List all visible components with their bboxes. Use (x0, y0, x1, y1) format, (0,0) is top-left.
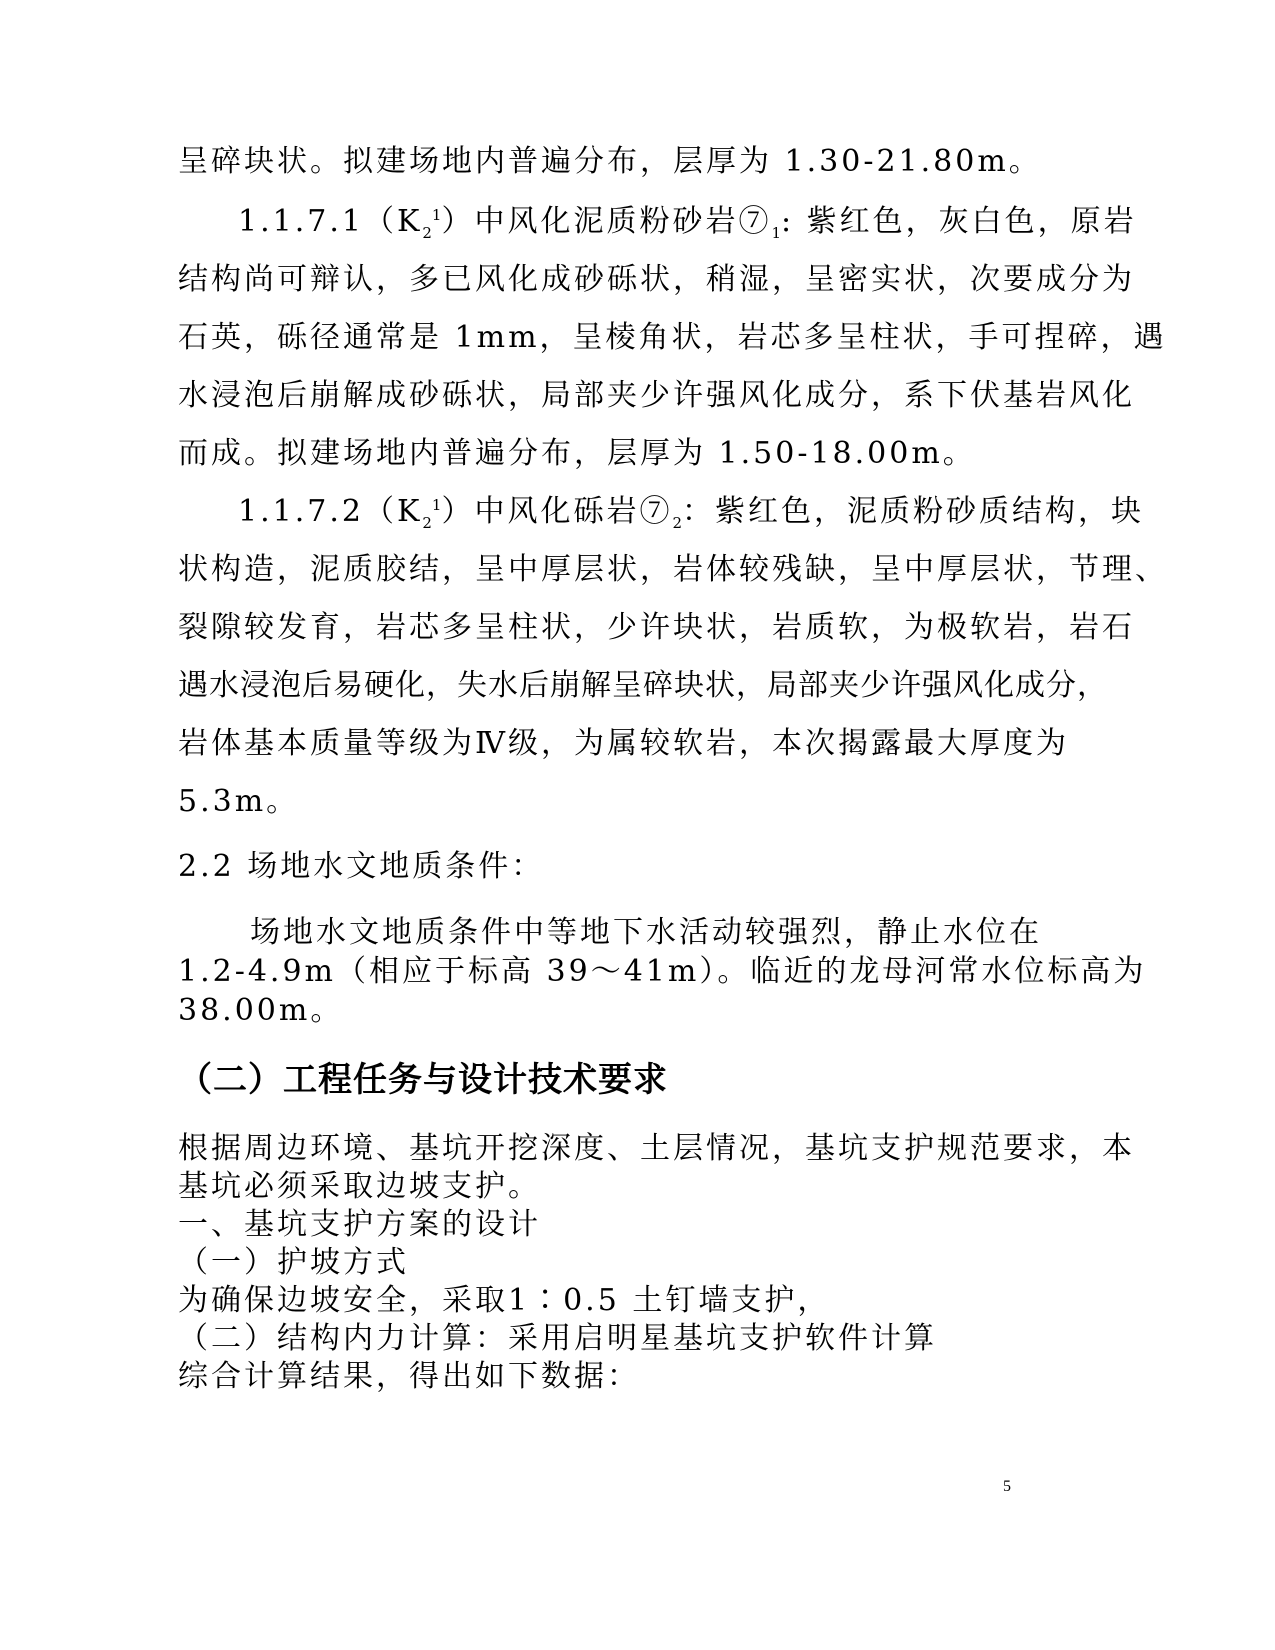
section-heading: （二）工程任务与设计技术要求 (178, 1060, 668, 1100)
paragraph-line: 场地水文地质条件中等地下水活动较强烈，静止水位在 (250, 915, 1042, 950)
paragraph-line: 石英，砾径通常是 1mm，呈棱角状，岩芯多呈柱状，手可捏碎，遇 (178, 320, 1167, 355)
paragraph-line: 状构造，泥质胶结，呈中厚层状，岩体较残缺，呈中厚层状，节理、 (178, 552, 1168, 587)
paragraph-line: 38.00m。 (178, 993, 344, 1028)
paragraph-line: 遇水浸泡后易硬化，失水后崩解呈碎块状，局部夹少许强风化成分， (178, 668, 1108, 703)
paragraph-line: 基坑必须采取边坡支护。 (178, 1169, 541, 1204)
paragraph-line: 裂隙较发育，岩芯多呈柱状，少许块状，岩质软，为极软岩，岩石 (178, 610, 1135, 645)
paragraph-line: 综合计算结果，得出如下数据： (178, 1359, 640, 1394)
paragraph-line: 5.3m。 (178, 784, 300, 819)
paragraph-line: 岩体基本质量等级为Ⅳ级，为属较软岩，本次揭露最大厚度为 (178, 726, 1069, 761)
section-2-2-heading: 2.2 场地水文地质条件： (178, 849, 545, 884)
page-number: 5 (1003, 1478, 1011, 1495)
paragraph-line: 而成。拟建场地内普遍分布，层厚为 1.50-18.00m。 (178, 436, 976, 471)
paragraph-line: 1.2-4.9m（相应于标高 39～41m）。临近的龙母河常水位标高为 (178, 954, 1147, 989)
paragraph-line: 呈碎块状。拟建场地内普遍分布，层厚为 1.30-21.80m。 (178, 144, 1042, 179)
subsection-heading: （二）结构内力计算：采用启明星基坑支护软件计算 (178, 1321, 937, 1356)
paragraph-line: 结构尚可辩认，多已风化成砂砾状，稍湿，呈密实状，次要成分为 (178, 262, 1135, 297)
paragraph-line: 根据周边环境、基坑开挖深度、土层情况，基坑支护规范要求，本 (178, 1131, 1135, 1166)
section-1-1-7-1-heading-line: $1.1.7.1(K_2^1)$中风化泥质粉砂岩$⑦_1$: 紫红色，灰白色，原岩 (238, 204, 1137, 242)
paragraph-line: 为确保边坡安全，采取1∶0.5 土钉墙支护， (178, 1283, 831, 1318)
subsection-heading: （一）护坡方式 (178, 1245, 409, 1280)
paragraph-line: 水浸泡后崩解成砂砾状，局部夹少许强风化成分，系下伏基岩风化 (178, 378, 1135, 413)
section-1-1-7-2-heading-line: $1.1.7.2(K_2^1)$中风化砾岩$⑦_2$：紫红色，泥质粉砂质结构，块 (238, 494, 1145, 532)
subsection-heading: 一、基坑支护方案的设计 (178, 1207, 541, 1242)
